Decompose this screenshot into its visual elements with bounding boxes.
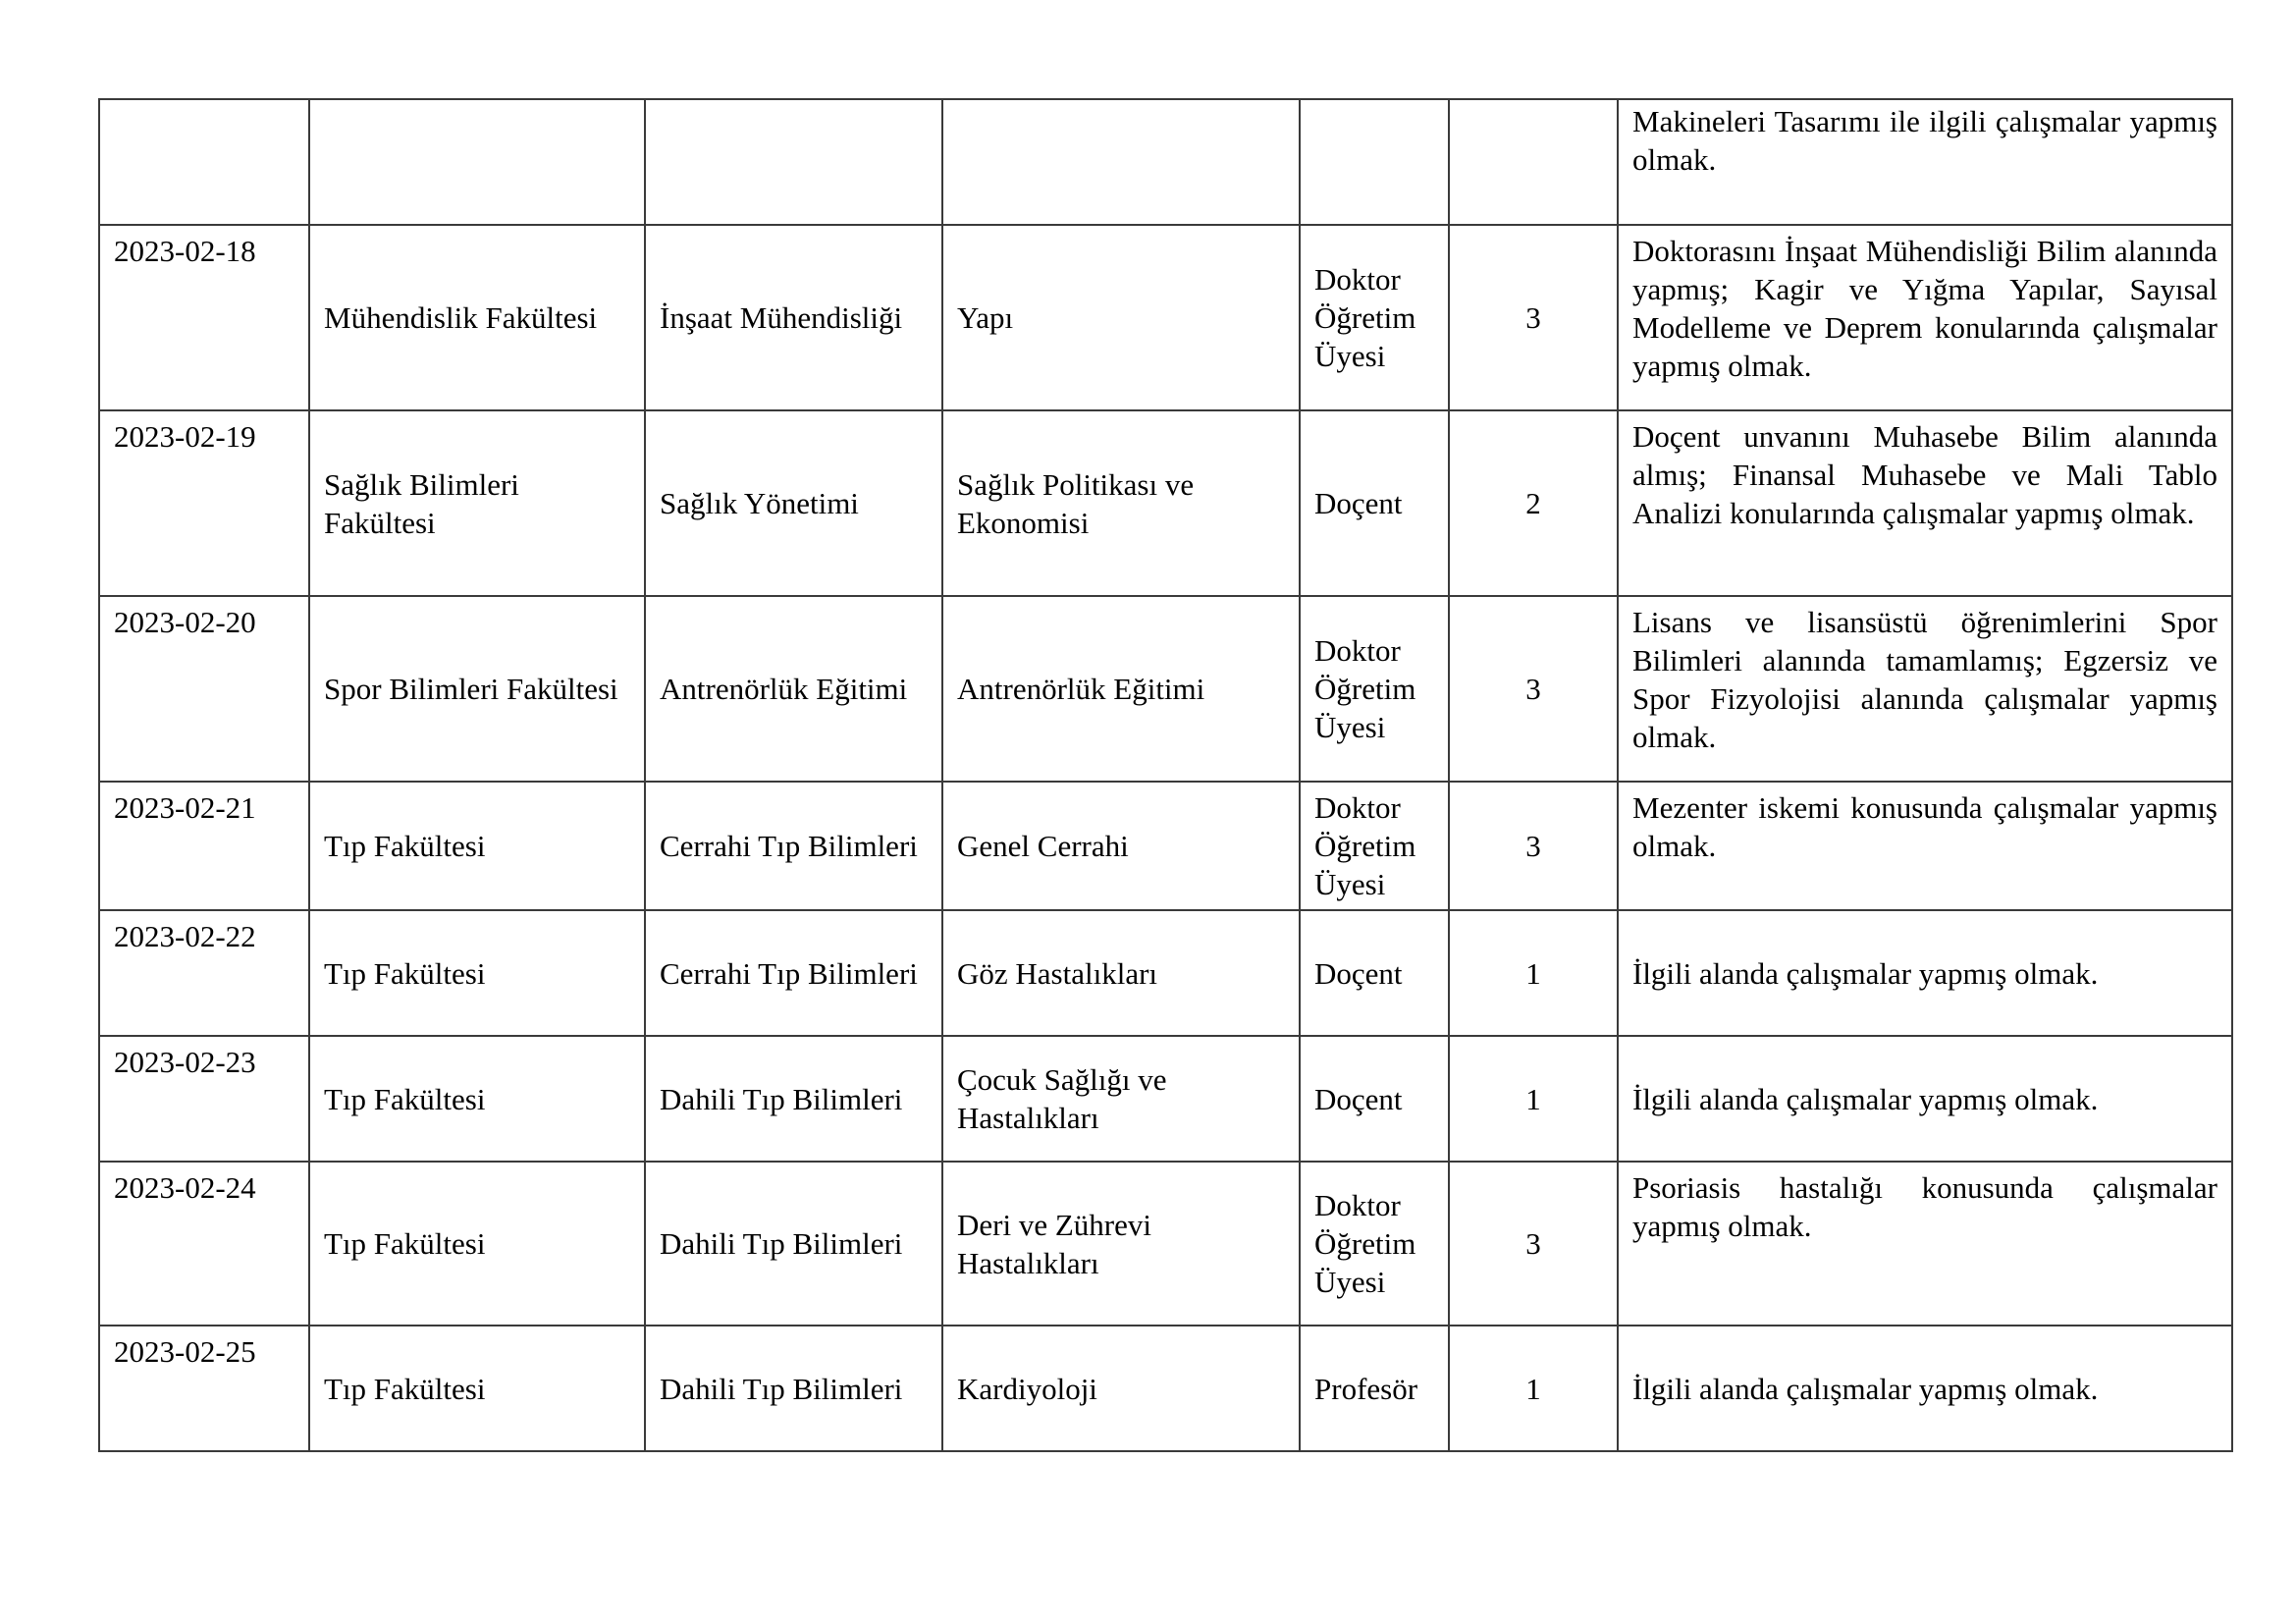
position-count [1449,99,1618,225]
department-name: Antrenörlük Eğitimi [645,596,942,782]
position-count: 3 [1449,1162,1618,1326]
academic-title [1300,99,1449,225]
faculty-name: Mühendislik Fakültesi [309,225,645,410]
program-name [942,99,1300,225]
department-name: İnşaat Mühendisliği [645,225,942,410]
department-name: Sağlık Yönetimi [645,410,942,596]
academic-title: Doçent [1300,1036,1449,1162]
program-name: Antrenörlük Eğitimi [942,596,1300,782]
position-requirements: Lisans ve lisansüstü öğrenimlerini Spor Bilimleri alanında tamamlamış; Egzersiz ve Spor Fizyolojisi alanında çalışmalar yapmış olmak. [1618,596,2232,782]
academic-title: Doçent [1300,410,1449,596]
department-name: Dahili Tıp Bilimleri [645,1326,942,1451]
department-name: Cerrahi Tıp Bilimleri [645,910,942,1036]
table-row [99,1162,2232,1326]
academic-title: Doçent [1300,910,1449,1036]
table-row [99,225,2232,410]
position-requirements: İlgili alanda çalışmalar yapmış olmak. [1618,910,2232,1036]
table-row [99,1326,2232,1451]
position-count: 1 [1449,1036,1618,1162]
position-code: 2023-02-24 [99,1162,309,1326]
faculty-name: Spor Bilimleri Fakültesi [309,596,645,782]
academic-title: Doktor Öğretim Üyesi [1300,225,1449,410]
department-name [645,99,942,225]
program-name: Yapı [942,225,1300,410]
academic-title: Doktor Öğretim Üyesi [1300,782,1449,910]
faculty-name [309,99,645,225]
table-row [99,910,2232,1036]
position-code: 2023-02-25 [99,1326,309,1451]
faculty-name: Tıp Fakültesi [309,1036,645,1162]
position-requirements: Psoriasis hastalığı konusunda çalışmalar yapmış olmak. [1618,1162,2232,1326]
position-code: 2023-02-22 [99,910,309,1036]
position-count: 3 [1449,782,1618,910]
faculty-name: Sağlık Bilimleri Fakültesi [309,410,645,596]
position-code: 2023-02-21 [99,782,309,910]
table-row [99,782,2232,910]
academic-title: Doktor Öğretim Üyesi [1300,1162,1449,1326]
program-name: Kardiyoloji [942,1326,1300,1451]
faculty-name: Tıp Fakültesi [309,782,645,910]
program-name: Göz Hastalıkları [942,910,1300,1036]
position-code: 2023-02-23 [99,1036,309,1162]
program-name: Genel Cerrahi [942,782,1300,910]
position-requirements: Doktorasını İnşaat Mühendisliği Bilim alanında yapmış; Kagir ve Yığma Yapılar, Sayısal Modelleme ve Deprem konularında çalışmalar yapmış olmak. [1618,225,2232,410]
table-row [99,99,2232,225]
faculty-name: Tıp Fakültesi [309,1162,645,1326]
program-name: Sağlık Politikası ve Ekonomisi [942,410,1300,596]
department-name: Cerrahi Tıp Bilimleri [645,782,942,910]
position-count: 3 [1449,225,1618,410]
position-code: 2023-02-18 [99,225,309,410]
position-count: 1 [1449,1326,1618,1451]
position-code [99,99,309,225]
program-name: Deri ve Zührevi Hastalıkları [942,1162,1300,1326]
faculty-name: Tıp Fakültesi [309,1326,645,1451]
department-name: Dahili Tıp Bilimleri [645,1036,942,1162]
position-requirements: Doçent unvanını Muhasebe Bilim alanında almış; Finansal Muhasebe ve Mali Tablo Analizi konularında çalışmalar yapmış olmak. [1618,410,2232,596]
academic-title: Doktor Öğretim Üyesi [1300,596,1449,782]
academic-title: Profesör [1300,1326,1449,1451]
department-name: Dahili Tıp Bilimleri [645,1162,942,1326]
position-requirements: İlgili alanda çalışmalar yapmış olmak. [1618,1326,2232,1451]
position-requirements: Makineleri Tasarımı ile ilgili çalışmalar yapmış olmak. [1618,99,2232,225]
position-code: 2023-02-19 [99,410,309,596]
position-count: 3 [1449,596,1618,782]
position-code: 2023-02-20 [99,596,309,782]
faculty-name: Tıp Fakültesi [309,910,645,1036]
faculty-positions-table [98,98,2233,1452]
position-requirements: İlgili alanda çalışmalar yapmış olmak. [1618,1036,2232,1162]
table-row [99,1036,2232,1162]
position-requirements: Mezenter iskemi konusunda çalışmalar yapmış olmak. [1618,782,2232,910]
position-count: 2 [1449,410,1618,596]
table-row [99,596,2232,782]
table-row [99,410,2232,596]
program-name: Çocuk Sağlığı ve Hastalıkları [942,1036,1300,1162]
position-count: 1 [1449,910,1618,1036]
